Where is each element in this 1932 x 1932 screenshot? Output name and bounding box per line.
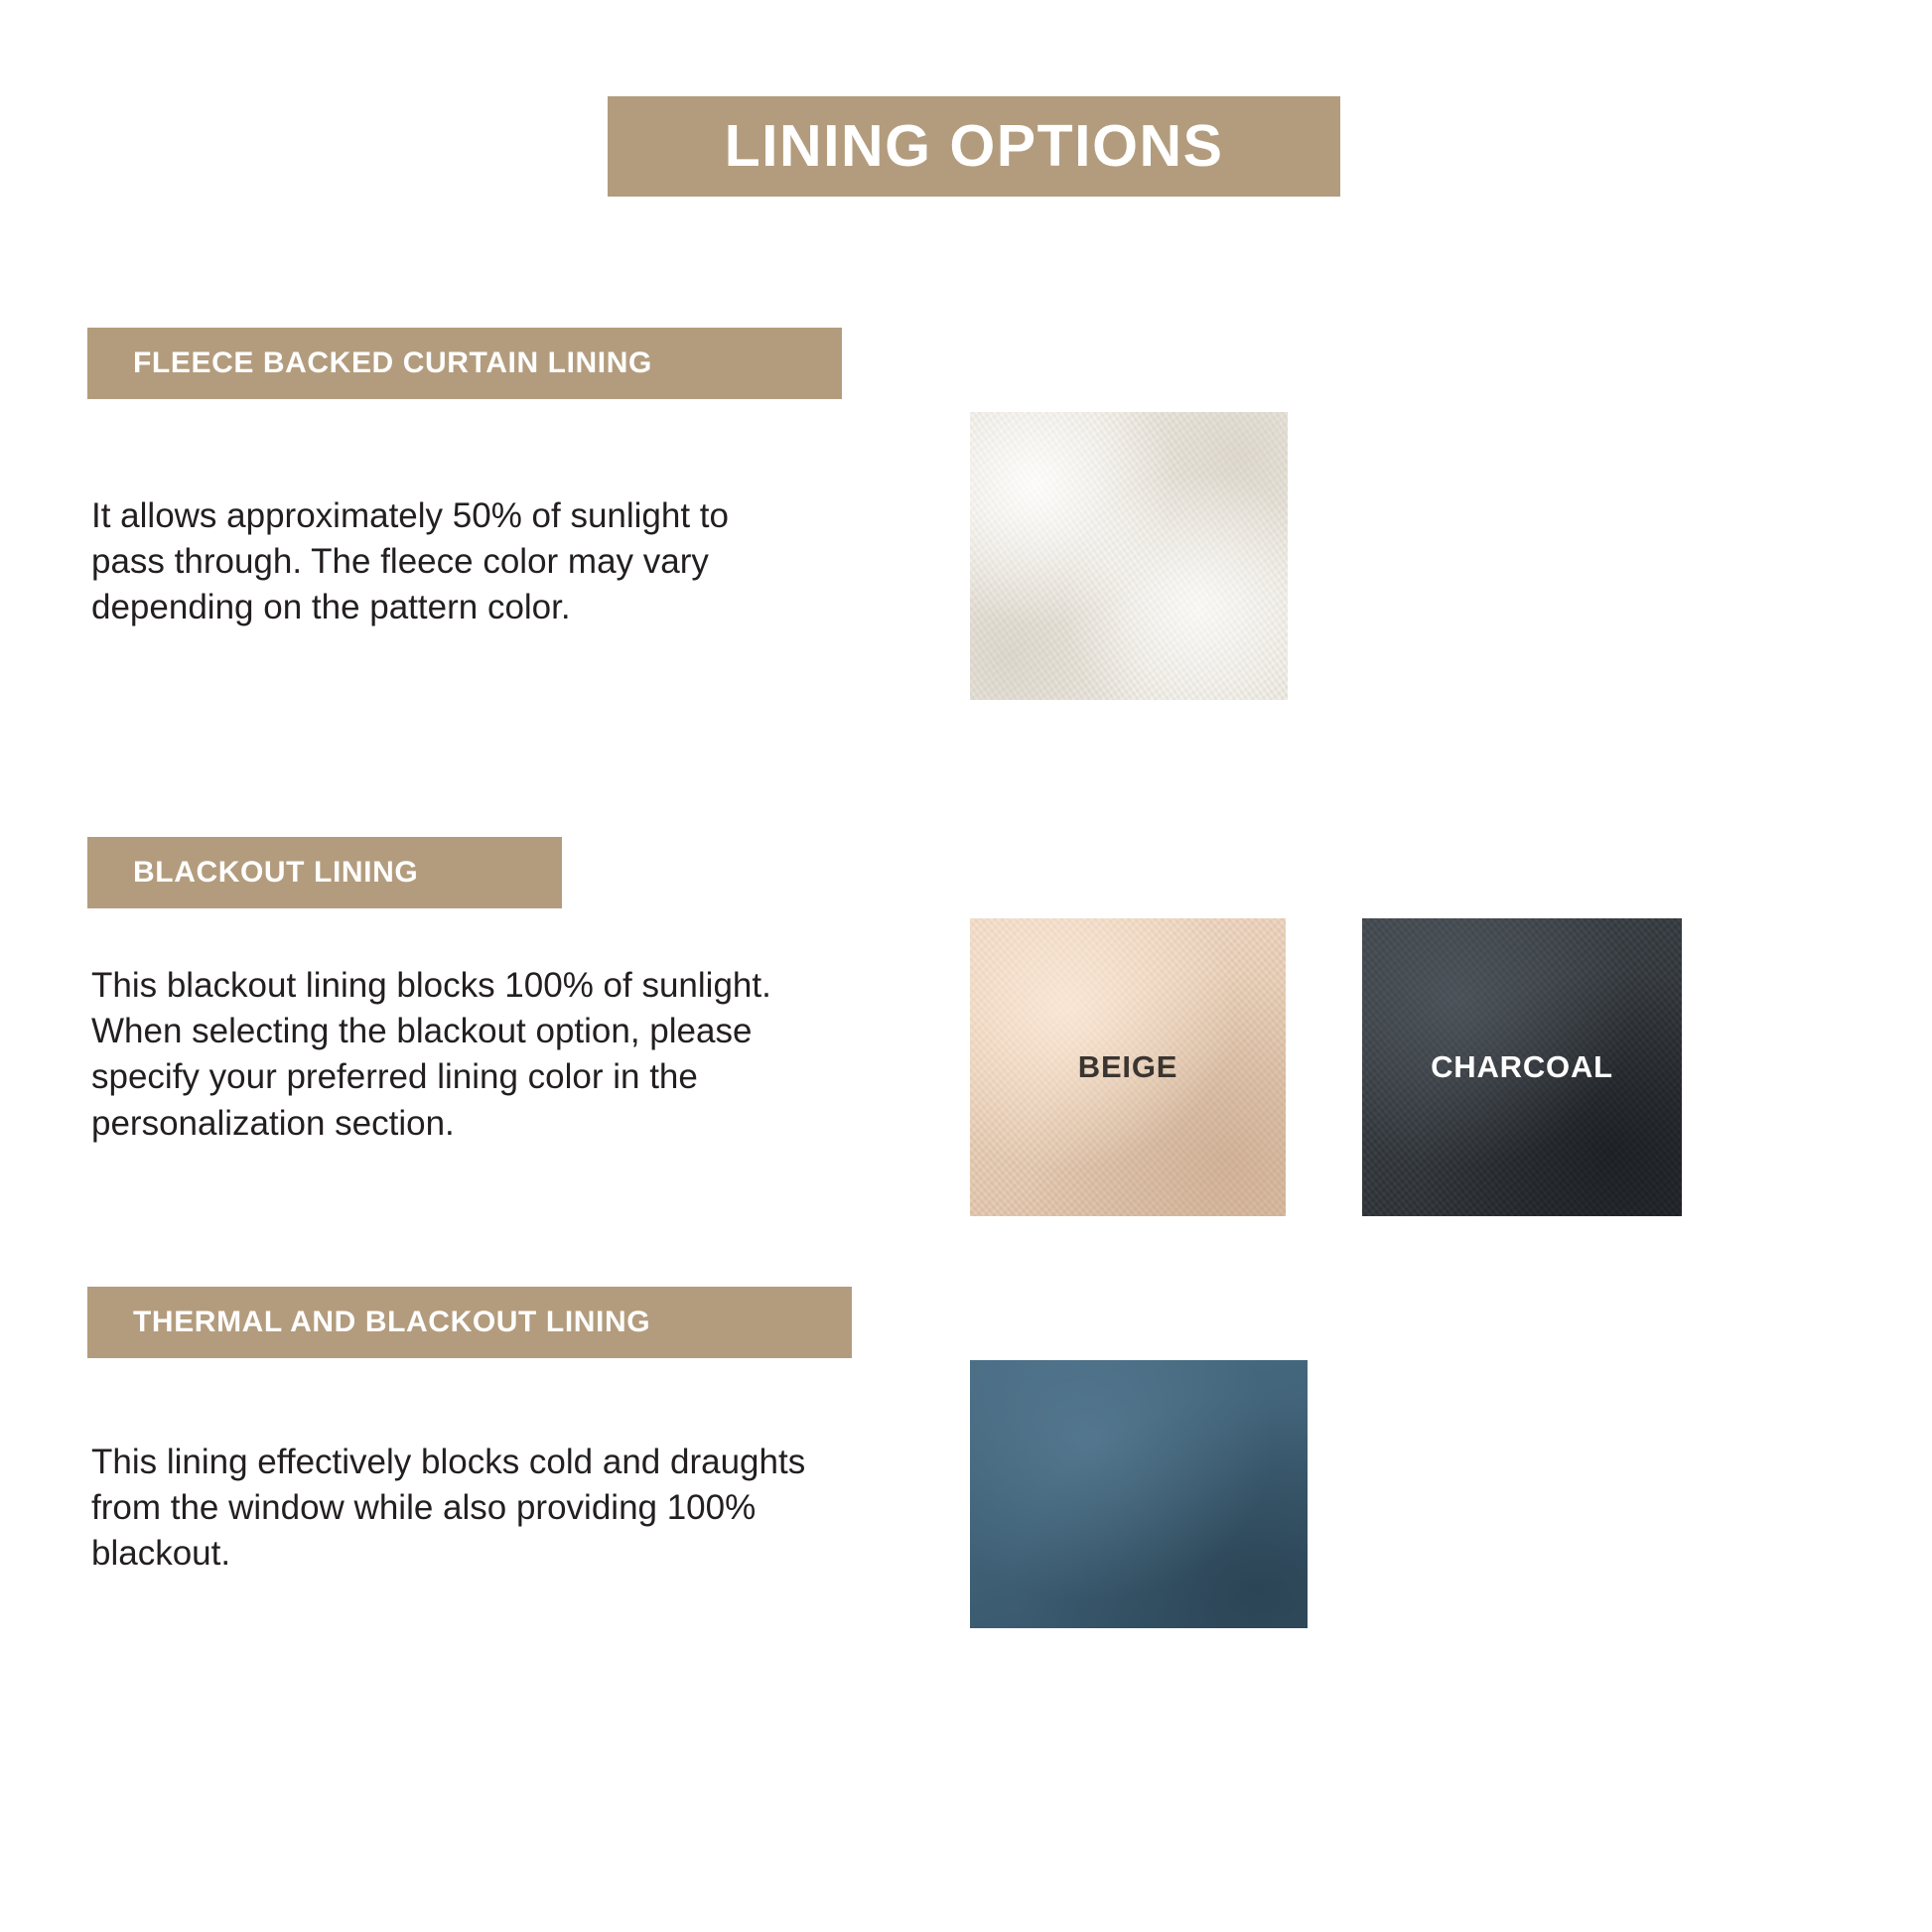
section-heading-fleece-backed-curtain-lining: [87, 328, 842, 399]
blue-swatch: [970, 1360, 1308, 1628]
page-title: LINING OPTIONS: [724, 113, 1224, 179]
section-body-thermal: This lining effectively blocks cold and draughts from the window while also providing 100% blackout.: [91, 1443, 806, 1574]
section-heading-label: BLACKOUT LINING: [133, 856, 419, 889]
charcoal-swatch-label: CHARCOAL: [1431, 1049, 1613, 1084]
charcoal-swatch: [1362, 918, 1682, 1216]
section-heading-thermal-and-blackout-lining: [87, 1287, 852, 1358]
section-heading-blackout-lining: [87, 837, 562, 908]
section-body-fleece: It allows approximately 50% of sunlight to pass through. The fleece color may vary depending on the pattern color.: [91, 496, 729, 627]
page-title-band: [608, 96, 1340, 197]
section-body-blackout: This blackout lining blocks 100% of sunlight. When selecting the blackout option, please specify your preferred lining color in the personalization section.: [91, 966, 771, 1143]
beige-swatch: [970, 918, 1286, 1216]
section-heading-label: FLEECE BACKED CURTAIN LINING: [133, 346, 652, 379]
fleece-swatch: [970, 412, 1288, 700]
section-heading-label: THERMAL AND BLACKOUT LINING: [133, 1306, 651, 1338]
beige-swatch-label: BEIGE: [1077, 1049, 1178, 1084]
